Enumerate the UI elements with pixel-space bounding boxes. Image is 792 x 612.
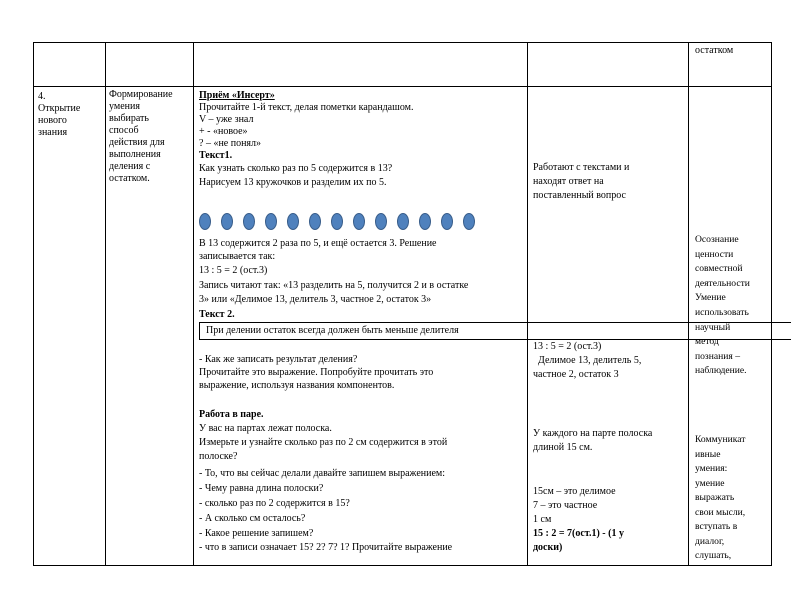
pair-work-line: - сколько раз по 2 содержится в 15? bbox=[199, 498, 350, 509]
student-strip-line: У каждого на парте полоска bbox=[533, 428, 653, 439]
uud-personal-line: метод bbox=[695, 336, 719, 347]
header-row-col5-text: остатком bbox=[695, 45, 734, 56]
reception-title: Приём «Инсерт» bbox=[199, 90, 275, 101]
student-work-line: поставленный вопрос bbox=[533, 190, 626, 201]
circle-shape bbox=[463, 213, 475, 230]
thirteen-circles-illustration bbox=[199, 213, 489, 231]
pair-work-title: Работа в паре. bbox=[199, 409, 264, 420]
solution-line: В 13 содержится 2 раза по 5, и ещё остается 3. Решение bbox=[199, 238, 437, 249]
goal-line: остатком. bbox=[109, 173, 150, 184]
student-work-line: Работают с текстами и bbox=[533, 162, 630, 173]
uud-communicative-line: ивные bbox=[695, 449, 721, 460]
reading-line: Запись читают так: «13 разделить на 5, получится 2 и в остатке bbox=[199, 280, 469, 291]
goal-line: действия для bbox=[109, 137, 165, 148]
student-answer-line: 7 – это частное bbox=[533, 500, 598, 511]
mark-known: V – уже знал bbox=[199, 114, 254, 125]
circle-shape bbox=[397, 213, 409, 230]
student-components: частное 2, остаток 3 bbox=[533, 369, 619, 380]
pair-work-line: - А сколько см осталось? bbox=[199, 513, 306, 524]
uud-personal-line: наблюдение. bbox=[695, 365, 747, 376]
circle-shape bbox=[353, 213, 365, 230]
pair-work-line: - Чему равна длина полоски? bbox=[199, 483, 324, 494]
col-border-1 bbox=[33, 42, 34, 566]
text1-draw-instruction: Нарисуем 13 кружочков и разделим их по 5. bbox=[199, 177, 387, 188]
circle-shape bbox=[331, 213, 343, 230]
question-write-result: - Как же записать результат деления? bbox=[199, 354, 358, 365]
uud-communicative-line: диалог, bbox=[695, 536, 725, 547]
pair-work-line: - что в записи означает 15? 2? 7? 1? Прочитайте выражение bbox=[199, 542, 453, 553]
col-border-2 bbox=[105, 42, 106, 566]
pair-work-line: - Какое решение запишем? bbox=[199, 528, 314, 539]
uud-communicative-line: умения: bbox=[695, 463, 728, 474]
circle-shape bbox=[309, 213, 321, 230]
uud-communicative-line: умение bbox=[695, 478, 725, 489]
reading-line: 3» или «Делимое 13, делитель 3, частное 2, остаток 3» bbox=[199, 294, 432, 305]
pair-work-line: - То, что вы сейчас делали давайте запишем выражением: bbox=[199, 468, 446, 479]
division-equation: 13 : 5 = 2 (ост.3) bbox=[199, 265, 268, 276]
col-border-5 bbox=[688, 42, 689, 566]
goal-line: выполнения bbox=[109, 149, 161, 160]
stage-number: 4. bbox=[38, 91, 46, 102]
uud-communicative-line: выражать bbox=[695, 492, 735, 503]
goal-line: Формирование bbox=[109, 89, 173, 100]
pair-work-line: полоске? bbox=[199, 451, 238, 462]
goal-line: умения bbox=[109, 101, 140, 112]
uud-personal-line: ценности bbox=[695, 249, 734, 260]
student-strip-line: длиной 15 см. bbox=[533, 442, 593, 453]
circle-shape bbox=[375, 213, 387, 230]
circle-shape bbox=[221, 213, 233, 230]
stage-title-line: знания bbox=[38, 127, 68, 138]
uud-personal-line: деятельности bbox=[695, 278, 750, 289]
uud-communicative-line: Коммуникат bbox=[695, 434, 746, 445]
col-border-4 bbox=[527, 42, 528, 566]
circle-shape bbox=[419, 213, 431, 230]
student-components: Делимое 13, делитель 5, bbox=[538, 355, 642, 366]
pair-work-line: Измерьте и узнайте сколько раз по 2 см содержится в этой bbox=[199, 437, 448, 448]
circle-shape bbox=[199, 213, 211, 230]
student-answer-line: 15 : 2 = 7(ост.1) - (1 у bbox=[533, 528, 624, 539]
uud-personal-line: Осознание bbox=[695, 234, 739, 245]
circle-shape bbox=[441, 213, 453, 230]
goal-line: способ bbox=[109, 125, 139, 136]
reading-instruction: Прочитайте 1-й текст, делая пометки карандашом. bbox=[199, 102, 414, 113]
uud-personal-line: использовать bbox=[695, 307, 749, 318]
uud-communicative-line: свои мысли, bbox=[695, 507, 746, 518]
table-bottom-border bbox=[33, 565, 772, 566]
stage-title-line: Открытие bbox=[38, 103, 81, 114]
table-top-border bbox=[33, 42, 772, 43]
uud-personal-line: познания – bbox=[695, 351, 740, 362]
stage-title-line: нового bbox=[38, 115, 67, 126]
uud-personal-line: научный bbox=[695, 322, 731, 333]
uud-communicative-line: слушать, bbox=[695, 550, 732, 561]
uud-personal-line: Умение bbox=[695, 292, 726, 303]
solution-line: записывается так: bbox=[199, 251, 276, 262]
goal-line: выбирать bbox=[109, 113, 149, 124]
circle-shape bbox=[265, 213, 277, 230]
mark-new: + - «новое» bbox=[199, 126, 248, 137]
text1-title: Текст1. bbox=[199, 150, 233, 161]
mark-not-understood: ? – «не понял» bbox=[199, 138, 262, 149]
text2-title: Текст 2. bbox=[199, 309, 235, 320]
student-equation: 13 : 5 = 2 (ост.3) bbox=[533, 341, 602, 352]
circle-shape bbox=[243, 213, 255, 230]
goal-line: деления с bbox=[109, 161, 151, 172]
student-answer-line: 1 см bbox=[533, 514, 552, 525]
student-answer-line: доски) bbox=[533, 542, 563, 553]
pair-work-line: У вас на партах лежат полоска. bbox=[199, 423, 332, 434]
student-work-line: находят ответ на bbox=[533, 176, 604, 187]
uud-communicative-line: вступать в bbox=[695, 521, 738, 532]
header-row-bottom-border bbox=[33, 86, 772, 87]
question-read-expression-2: выражение, используя названия компонентов. bbox=[199, 380, 395, 391]
uud-personal-line: совместной bbox=[695, 263, 743, 274]
col-border-3 bbox=[193, 42, 194, 566]
circle-shape bbox=[287, 213, 299, 230]
text1-question: Как узнать сколько раз по 5 содержится в 13? bbox=[199, 163, 393, 174]
remainder-rule: При делении остаток всегда должен быть меньше делителя bbox=[206, 325, 459, 336]
student-answer-line: 15см – это делимое bbox=[533, 486, 616, 497]
col-border-6 bbox=[771, 42, 772, 566]
question-read-expression: Прочитайте это выражение. Попробуйте прочитать это bbox=[199, 367, 434, 378]
